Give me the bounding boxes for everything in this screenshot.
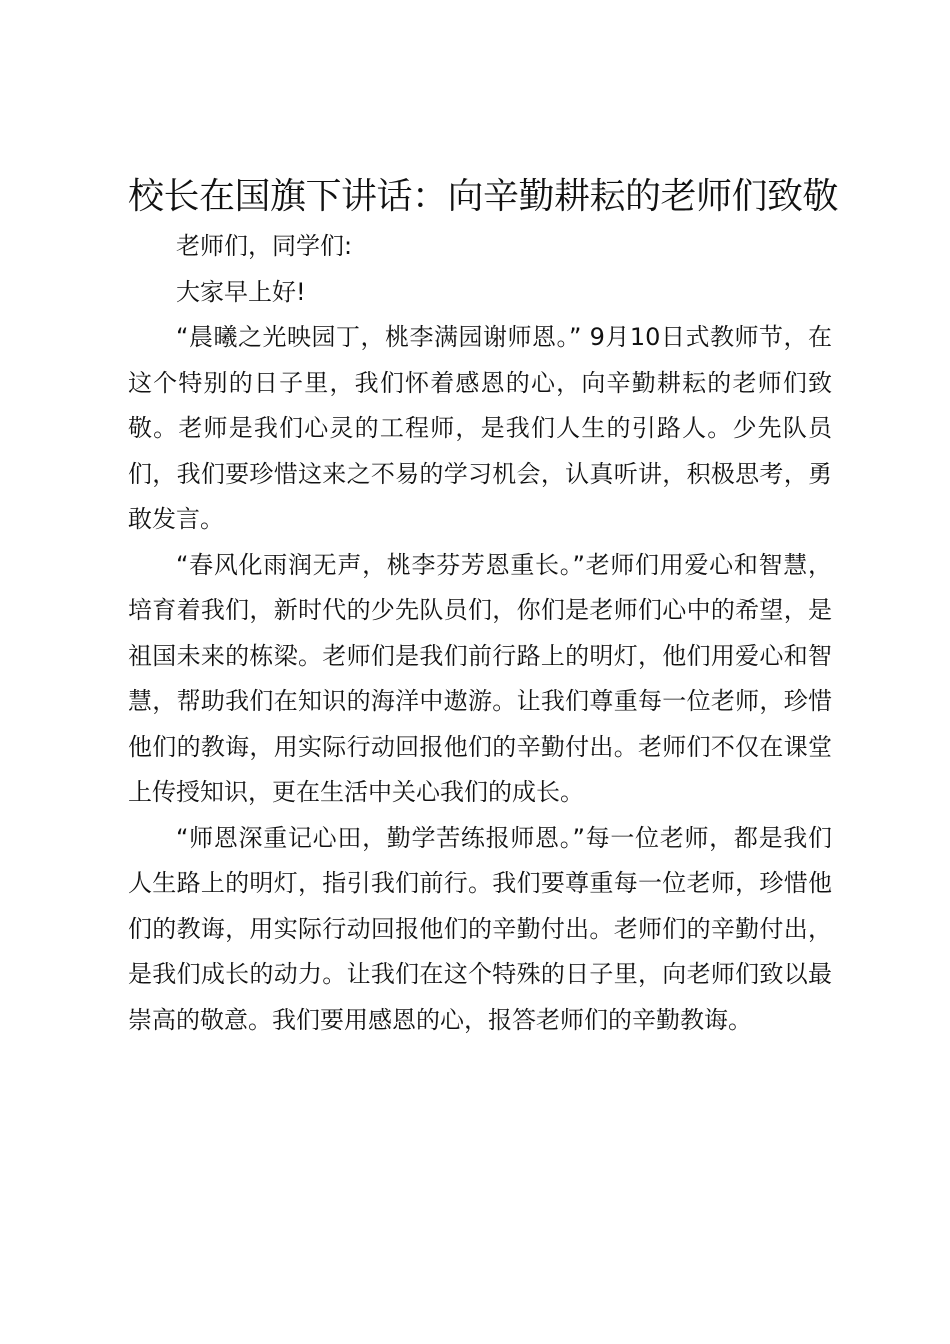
body-paragraph-2: “春风化雨润无声，桃李芬芳恩重长。”老师们用爱心和智慧，培育着我们，新时代的少先队员们，你们是老师们心中的希望，是祖国未来的栋梁。老师们是我们前行路上的明灯，他们用爱心和智慧，帮助我们在知识的海洋中遨游。让我们尊重每一位老师，珍惜他们的教诲，用实际行动回报他们的辛勤付出。老师们不仅在课堂上传授知识，更在生活中关心我们的成长。 [128, 550, 832, 806]
body-paragraph-3: “师恩深重记心田，勤学苦练报师恩。”每一位老师，都是我们人生路上的明灯，指引我们前行。我们要尊重每一位老师，珍惜他们的教诲，用实际行动回报他们的辛勤付出。老师们的辛勤付出，是我们成长的动力。让我们在这个特殊的日子里，向老师们致以最崇高的敬意。我们要用感恩的心，报答老师们的辛勤教诲。 [128, 823, 832, 1034]
salutation: 老师们，同学们: [176, 232, 353, 260]
document-title: 校长在国旗下讲话：向辛勤耕耘的老师们致敬 [128, 176, 839, 217]
document-page [128, 170, 839, 1043]
body-paragraph-1: “晨曦之光映园丁，桃李满园谢师恩。” 9月10日式教师节，在这个特别的日子里，我们怀着感恩的心，向辛勤耕耘的老师们致敬。老师是我们心灵的工程师，是我们人生的引路人。少先队员们，我们要珍惜这来之不易的学习机会，认真听讲，积极思考，勇敢发言。 [128, 323, 832, 533]
greeting: 大家早上好! [176, 277, 306, 306]
